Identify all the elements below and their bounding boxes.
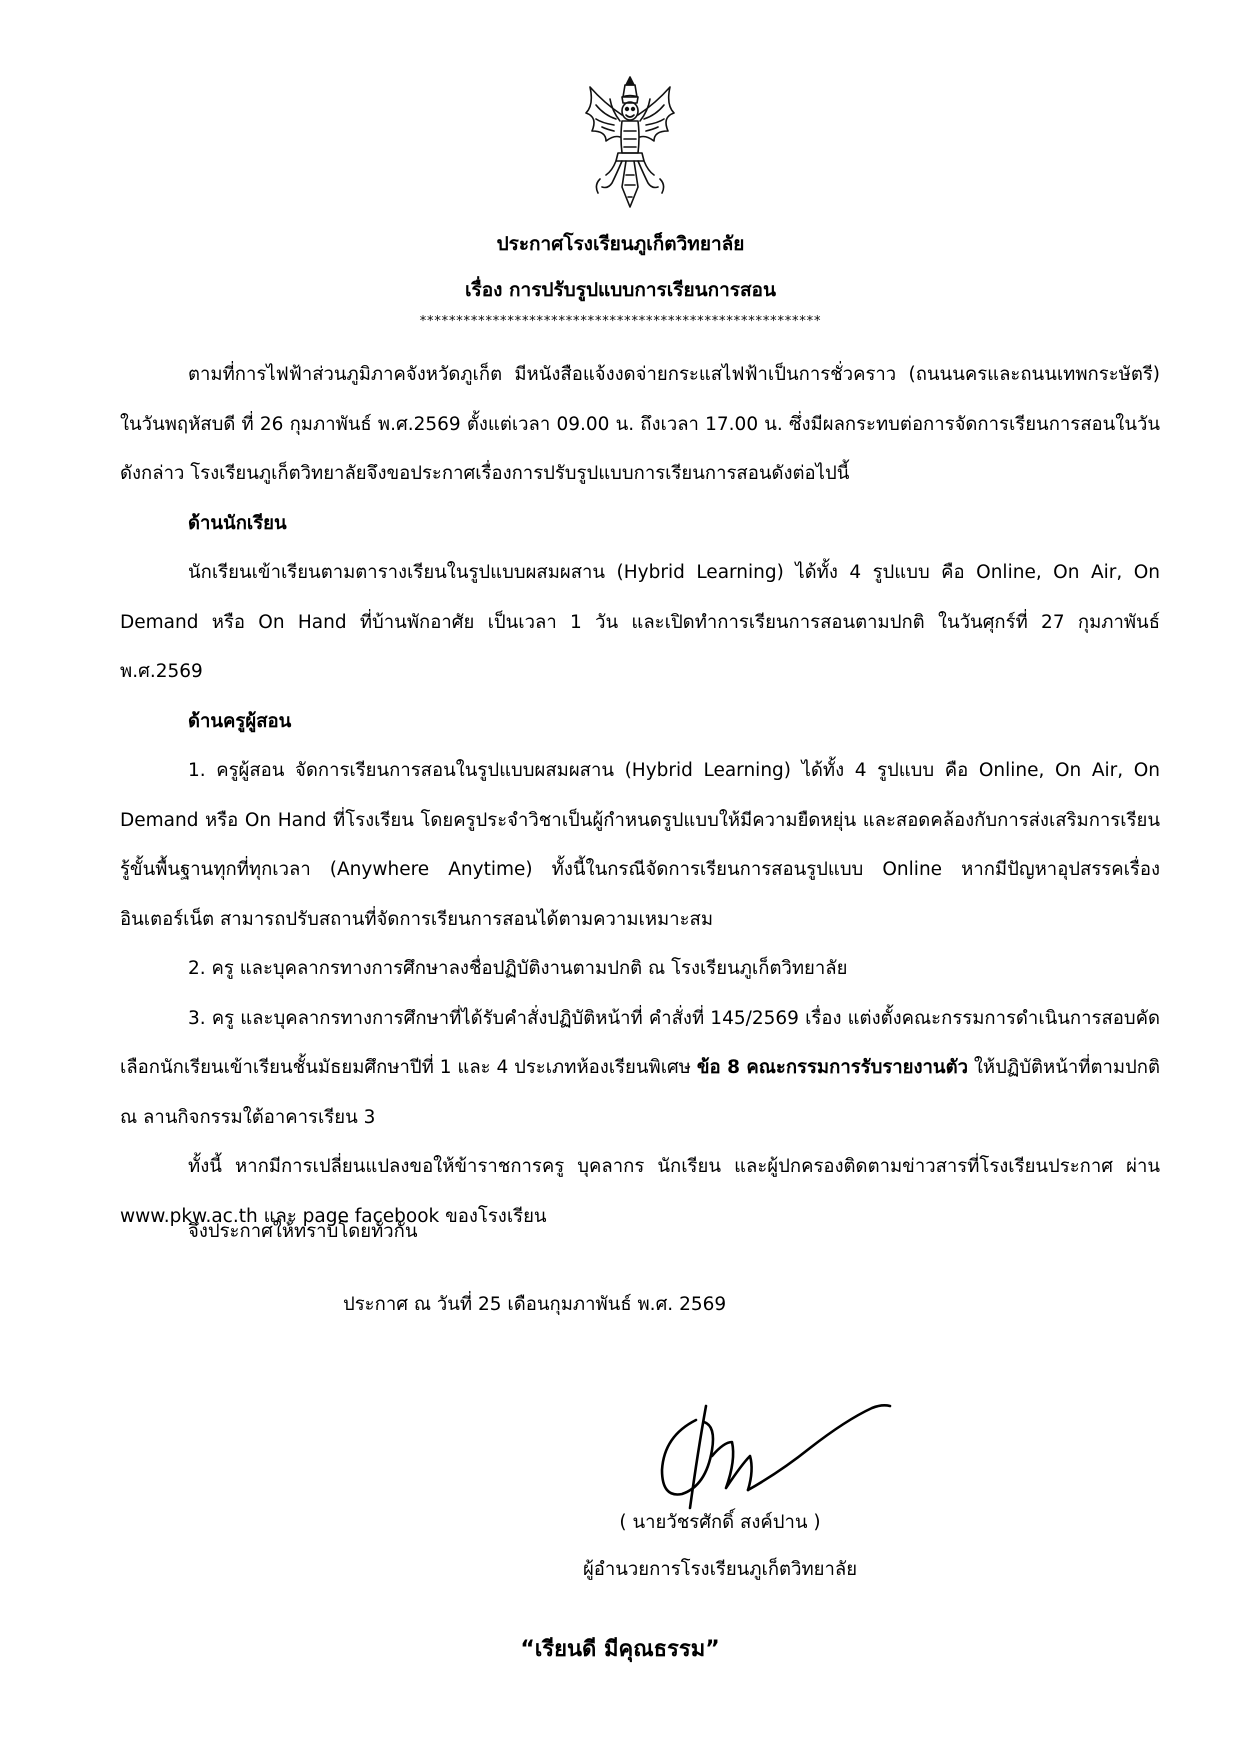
intro-paragraph: ตามที่การไฟฟ้าส่วนภูมิภาคจังหวัดภูเก็ต มีหนังสือแจ้งงดจ่ายกระแสไฟฟ้าเป็นการชั่วคราว (ถนนนครและถนนเทพกระษัตรี) ในวันพฤหัสบดี ที่ 26 กุมภาพันธ์ พ.ศ.2569 ตั้งแต่เวลา 09.00 น. ถึงเวลา 17.00 น. ซึ่งมีผลกระทบต่อการจัดการเรียนการสอนในวันดังกล่าว โรงเรียนภูเก็ตวิทยาลัยจึงขอประกาศเรื่องการปรับรูปแบบการเรียนการสอนดังต่อไปนี้ bbox=[120, 364, 1160, 484]
handwritten-signature bbox=[650, 1390, 900, 1515]
notice-paragraph: ทั้งนี้ หากมีการเปลี่ยนแปลงขอให้ข้าราชการครู บุคลากร นักเรียน และผู้ปกครองติดตามข่าวสารที่โรงเรียนประกาศ ผ่าน www.pkw.ac.th และ page facebook ของโรงเรียน bbox=[120, 1156, 1160, 1227]
closing-statement: จึงประกาศให้ทราบโดยทั่วกัน bbox=[188, 1221, 418, 1242]
teachers-item-2: 2. ครู และบุคลากรทางการศึกษาลงชื่อปฏิบัติงานตามปกติ ณ โรงเรียนภูเก็ตวิทยาลัย bbox=[188, 958, 848, 979]
announcement-date: ประกาศ ณ วันที่ 25 เดือนกุมภาพันธ์ พ.ศ. 2569 bbox=[343, 1294, 727, 1315]
students-paragraph: นักเรียนเข้าเรียนตามตารางเรียนในรูปแบบผสมผสาน (Hybrid Learning) ได้ทั้ง 4 รูปแบบ คือ Online, On Air, On Demand หรือ On Hand ที่บ้านพักอาศัย เป็นเวลา 1 วัน และเปิดทำการเรียนการสอนตามปกติ ในวันศุกร์ที่ 27 กุมภาพันธ์ พ.ศ.2569 bbox=[120, 562, 1160, 682]
teachers-item-3 bbox=[120, 994, 1160, 1143]
school-motto: “เรียนดี มีคุณธรรม” bbox=[520, 1637, 720, 1662]
signatory-position: ผู้อำนวยการโรงเรียนภูเก็ตวิทยาลัย bbox=[582, 1559, 858, 1580]
teachers-item-1: 1. ครูผู้สอน จัดการเรียนการสอนในรูปแบบผสมผสาน (Hybrid Learning) ได้ทั้ง 4 รูปแบบ คือ Online, On Air, On Demand หรือ On Hand ที่โรงเรียน โดยครูประจำวิชาเป็นผู้กำหนดรูปแบบให้มีความยืดหยุ่น และสอดคล้องกับการส่งเสริมการเรียนรู้ขั้นพื้นฐานทุกที่ทุกเวลา (Anywhere Anytime) ทั้งนี้ในกรณีจัดการเรียนการสอนรูปแบบ Online หากมีปัญหาอุปสรรคเรื่องอินเตอร์เน็ต สามารถปรับสถานที่จัดการเรียนการสอนได้ตามความเหมาะสม bbox=[120, 760, 1160, 930]
separator-line: ******************************************************* bbox=[419, 314, 822, 329]
announcement-body bbox=[120, 350, 1160, 1241]
announcement-title: ประกาศโรงเรียนภูเก็ตวิทยาลัย bbox=[496, 233, 745, 255]
teachers-item-3-tail: ให้ปฏิบัติหน้าที่ตามปกติ ณ ลานกิจกรรมใต้อาคารเรียน 3 bbox=[120, 1057, 1160, 1128]
signatory-name: ( นายวัชรศักดิ์ สงค์ปาน ) bbox=[619, 1512, 821, 1533]
teachers-item-3-text: 3. ครู และบุคลากรทางการศึกษาที่ได้รับคำสั่งปฏิบัติหน้าที่ คำสั่งที่ 145/2569 เรื่อง แต่งตั้งคณะกรรมการดำเนินการสอบคัดเลือกนักเรียนเข้าเรียนชั้นมัธยมศึกษาปีที่ 1 และ 4 ประเภทห้องเรียนพิเศษ bbox=[120, 1007, 1160, 1078]
announcement-subject: เรื่อง การปรับรูปแบบการเรียนการสอน bbox=[465, 279, 776, 301]
teachers-heading: ด้านครูผู้สอน bbox=[188, 710, 292, 732]
garuda-emblem-icon bbox=[582, 75, 678, 215]
teachers-item-3-emphasis: ข้อ 8 คณะกรรมการรับรายงานตัว bbox=[696, 1057, 968, 1078]
students-heading: ด้านนักเรียน bbox=[188, 512, 287, 534]
